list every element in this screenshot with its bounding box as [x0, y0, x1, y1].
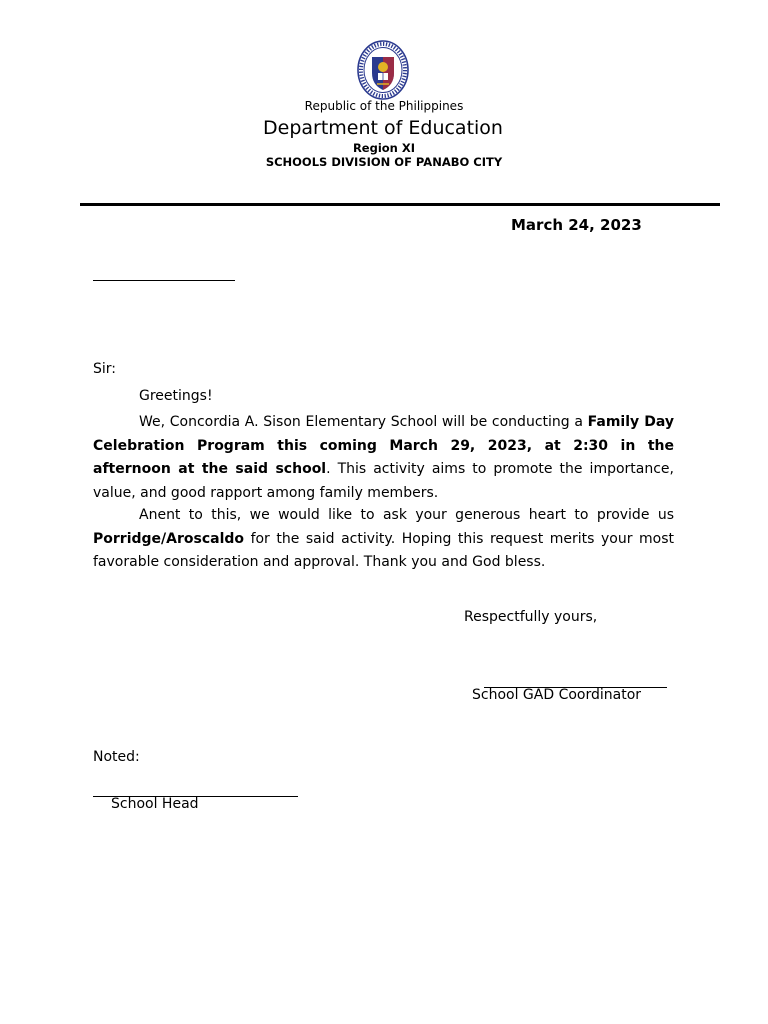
- paragraph-1-lead: We, Concordia A. Sison Elementary School will be conducting a: [139, 414, 588, 430]
- department-name: Department of Education: [263, 117, 503, 139]
- paragraph-2-tail: for the said activity. Hoping this request merits your most favorable consideration and approval. Thank you and God bless.: [93, 530, 674, 570]
- division-line: SCHOOLS DIVISION OF PANABO CITY: [265, 155, 503, 169]
- noted-label: Noted:: [93, 749, 140, 765]
- paragraph-1-emphasis: Family Day Celebration Program this coming March 29, 2023, at 2:30 in the afternoon at the said school: [93, 414, 675, 477]
- header-rule: [80, 203, 720, 206]
- paragraph-2-emphasis: Porridge/Aroscaldo: [93, 530, 245, 547]
- letter-date: March 24, 2023: [511, 216, 642, 234]
- paragraph-2-lead: Anent to this, we would like to ask your generous heart to provide us: [139, 507, 674, 523]
- school-head-title: School Head: [111, 796, 199, 812]
- recipient-blank-line: [93, 280, 235, 281]
- body-paragraph-1: [93, 411, 674, 505]
- greeting: Greetings!: [139, 388, 213, 404]
- signatory-title: School GAD Coordinator: [472, 687, 642, 703]
- body-paragraph-2: [93, 504, 674, 575]
- deped-seal-icon: [357, 40, 409, 100]
- republic-line: Republic of the Philippines: [304, 99, 464, 113]
- region-line: Region XI: [352, 141, 416, 155]
- closing: Respectfully yours,: [464, 609, 598, 625]
- salutation: Sir:: [93, 361, 117, 377]
- paragraph-1-tail: . This activity aims to promote the importance, value, and good rapport among family members.: [93, 461, 674, 501]
